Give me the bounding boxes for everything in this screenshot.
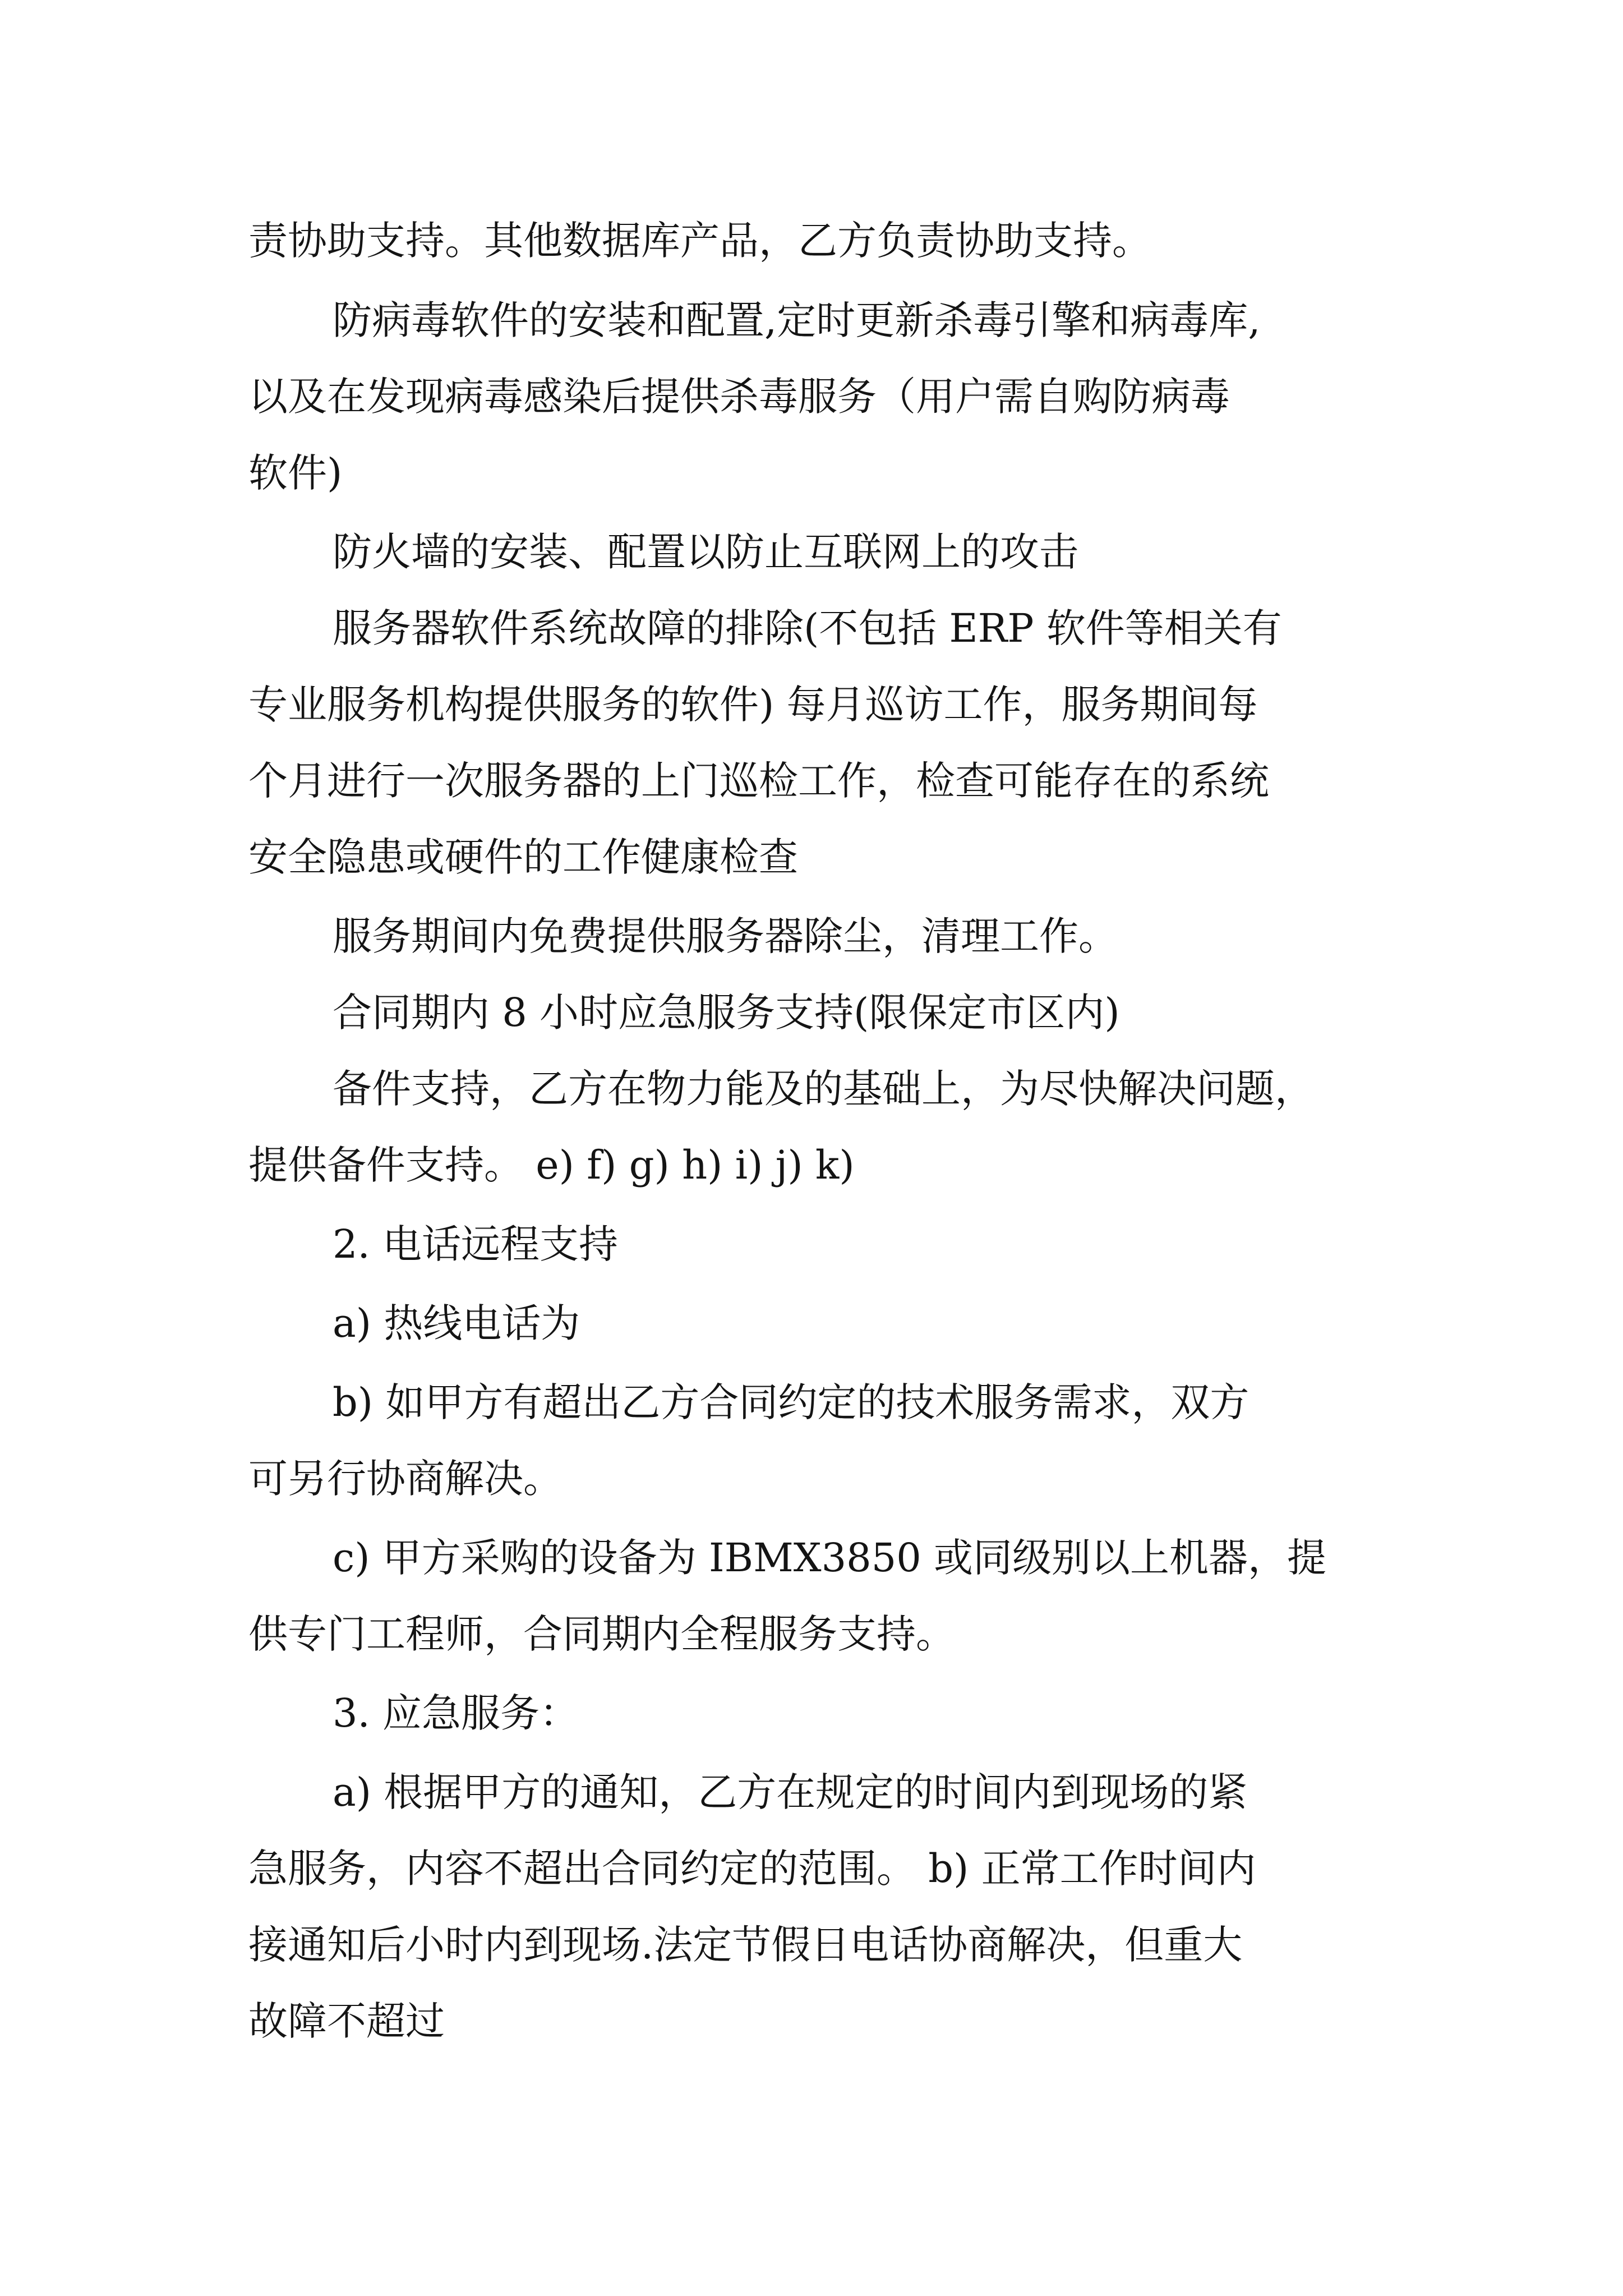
text-line: 接通知后小时内到现场.法定节假日电话协商解决，但重大 bbox=[248, 1922, 1243, 1968]
text-line: a) 根据甲方的通知，乙方在规定的时间内到现场的紧 bbox=[333, 1769, 1248, 1815]
text-line: 个月进行一次服务器的上门巡检工作，检查可能存在的系统 bbox=[248, 758, 1269, 804]
text-line: 备件支持，乙方在物力能及的基础上，为尽快解决问题， bbox=[333, 1066, 1314, 1112]
text-line: 提供备件支持。 e) f) g) h) i) j) k) bbox=[248, 1142, 855, 1188]
text-line: 故障不超过 bbox=[248, 1998, 445, 2044]
text-line: 3. 应急服务： bbox=[333, 1690, 579, 1736]
text-line: b) 如甲方有超出乙方合同约定的技术服务需求，双方 bbox=[333, 1379, 1249, 1425]
text-line: 软件) bbox=[248, 450, 343, 496]
text-line: 责协助支持。其他数据库产品，乙方负责协助支持。 bbox=[248, 218, 1151, 264]
text-line: c) 甲方采购的设备为 IBMX3850 或同级别以上机器，提 bbox=[333, 1535, 1327, 1581]
text-line: 服务期间内免费提供服务器除尘，清理工作。 bbox=[333, 913, 1118, 959]
text-line: 专业服务机构提供服务的软件) 每月巡访工作，服务期间每 bbox=[248, 682, 1258, 728]
text-line: 合同期内 8 小时应急服务支持(限保定市区内) bbox=[333, 990, 1120, 1036]
text-line: 安全隐患或硬件的工作健康检查 bbox=[248, 834, 798, 880]
text-line: 服务器软件系统故障的排除(不包括 ERP 软件等相关有 bbox=[333, 605, 1282, 651]
text-line: 2. 电话远程支持 bbox=[333, 1221, 619, 1267]
text-line: 急服务，内容不超出合同约定的范围。 b) 正常工作时间内 bbox=[248, 1846, 1256, 1892]
text-line: 可另行协商解决。 bbox=[248, 1456, 562, 1502]
text-line: 供专门工程师，合同期内全程服务支持。 bbox=[248, 1611, 955, 1657]
text-line: 防病毒软件的安装和配置,定时更新杀毒引擎和病毒库, bbox=[333, 297, 1261, 343]
text-line: a) 热线电话为 bbox=[333, 1300, 580, 1346]
text-line: 以及在发现病毒感染后提供杀毒服务（用户需自购防病毒 bbox=[248, 374, 1230, 420]
text-line: 防火墙的安装、配置以防止互联网上的攻击 bbox=[333, 529, 1078, 575]
